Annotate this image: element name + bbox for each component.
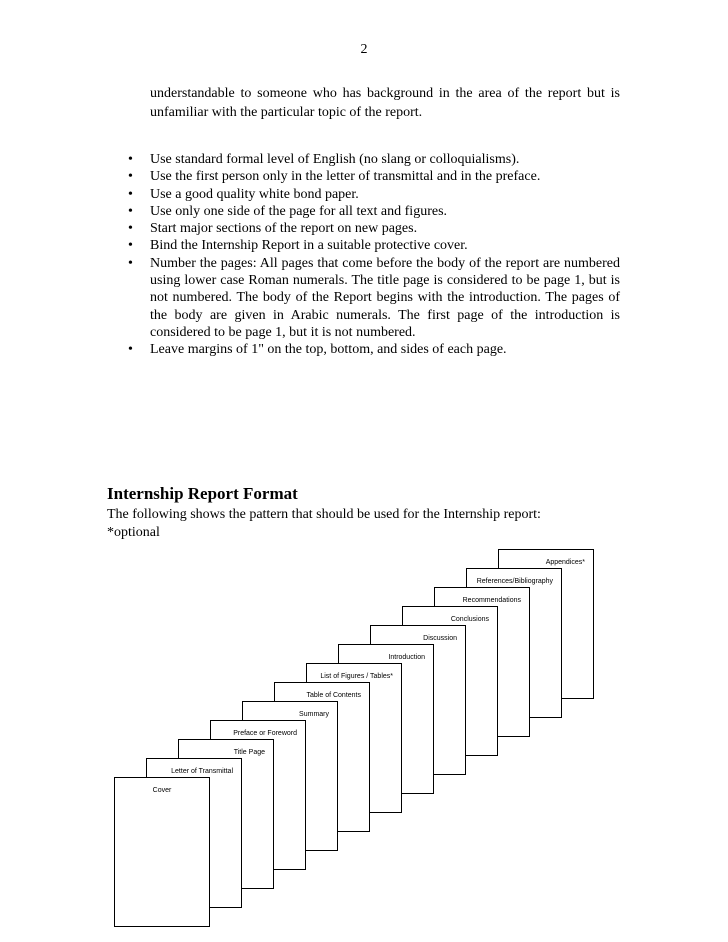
page-number: 2 <box>360 42 368 57</box>
section-title: Internship Report Format <box>107 484 298 503</box>
section-intro: The following shows the pattern that should be used for the Internship report: <box>107 507 541 522</box>
report-page-label: Summary <box>299 711 329 718</box>
optional-note: *optional <box>107 525 160 540</box>
bullet-icon: • <box>128 238 133 254</box>
report-page-label: Preface or Foreword <box>233 730 297 737</box>
list-item <box>110 220 620 237</box>
report-page-label: Recommendations <box>462 597 521 604</box>
list-item <box>110 237 620 254</box>
report-page-label: Letter of Transmittal <box>171 768 233 775</box>
report-page-label: Title Page <box>233 749 265 756</box>
report-page-label: Introduction <box>388 654 425 661</box>
bullet-icon: • <box>128 169 133 185</box>
report-page-sheet <box>114 777 210 927</box>
list-item-text: Use only one side of the page for all text and figures. <box>150 203 448 219</box>
list-item <box>110 151 620 168</box>
list-item <box>110 186 620 203</box>
report-page-label: List of Figures / Tables* <box>320 673 393 680</box>
list-item <box>110 168 620 185</box>
list-item-text: Number the pages: All pages that come before the body of the report are numbered using lower case Roman numerals. The title page is considered to be page 1, but is not numbered. The body of the Report begins with the introduction. The pages of the body are given in Arabic numerals. The first page of the introduction is considered to be page 1, but it is not numbered. <box>150 255 620 340</box>
bullet-icon: • <box>128 255 133 271</box>
list-item-text: Bind the Internship Report in a suitable protective cover. <box>150 238 468 254</box>
report-page-label: Discussion <box>423 635 457 642</box>
bullet-icon: • <box>128 186 133 202</box>
bullet-icon: • <box>128 203 133 219</box>
list-item <box>110 341 620 358</box>
list-item-text: Use the first person only in the letter of transmittal and in the preface. <box>150 169 541 185</box>
report-format-diagram <box>100 540 620 880</box>
report-page-label: Table of Contents <box>306 692 361 699</box>
list-item-text: Use standard formal level of English (no slang or colloquialisms). <box>150 152 520 167</box>
report-page-label: Cover <box>152 787 172 794</box>
list-item-text: Leave margins of 1" on the top, bottom, and sides of each page. <box>150 342 507 358</box>
guidelines-list <box>110 151 620 359</box>
list-item-text: Use a good quality white bond paper. <box>150 186 359 202</box>
list-item-text: Start major sections of the report on new pages. <box>150 221 418 237</box>
bullet-icon: • <box>128 152 133 167</box>
report-page-label: Conclusions <box>450 616 489 623</box>
list-item <box>110 203 620 220</box>
bullet-icon: • <box>128 342 133 358</box>
bullet-icon: • <box>128 221 133 237</box>
continuation-paragraph: understandable to someone who has background in the area of the report but is unfamiliar with the particular topic of the report. <box>150 86 620 120</box>
list-item <box>110 255 620 341</box>
report-page-label: References/Bibliography <box>476 578 553 585</box>
report-page-label: Appendices* <box>545 559 585 566</box>
